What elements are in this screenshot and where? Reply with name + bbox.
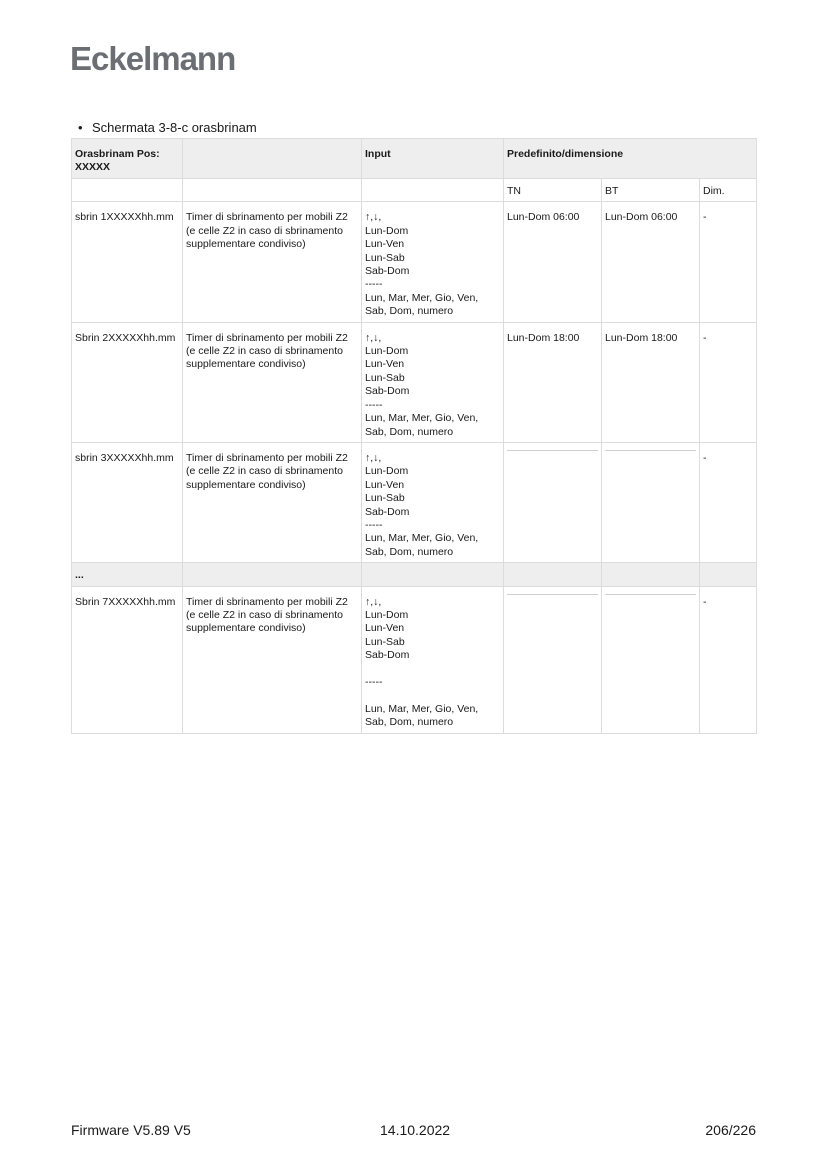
row-description: Timer di sbrinamento per mobili Z2 (e celle Z2 in caso di sbrinamento supplementare condiviso) [183, 202, 362, 322]
row-bt: Lun-Dom 06:00 [602, 202, 700, 322]
subheader-tn: TN [504, 179, 602, 202]
footer-firmware: Firmware V5.89 V5 [71, 1122, 191, 1138]
ellipsis-empty-6 [700, 563, 757, 586]
row-name: Sbrin 2XXXXXhh.mm [72, 322, 183, 442]
ellipsis-empty-4 [504, 563, 602, 586]
bullet-icon: • [78, 120, 83, 135]
row-description: Timer di sbrinamento per mobili Z2 (e celle Z2 in caso di sbrinamento supplementare condiviso) [183, 586, 362, 733]
section-title [78, 120, 257, 135]
table-subheader-row [72, 179, 757, 202]
subheader-empty-2 [183, 179, 362, 202]
row-input: ↑,↓, Lun-Dom Lun-Ven Lun-Sab Sab-Dom ----- Lun, Mar, Mer, Gio, Ven, Sab, Dom, numero [362, 586, 504, 733]
table-row [72, 202, 757, 322]
row-bt [602, 442, 700, 562]
row-input: ↑,↓, Lun-Dom Lun-Ven Lun-Sab Sab-Dom ----- Lun, Mar, Mer, Gio, Ven, Sab, Dom, numero [362, 202, 504, 322]
row-description: Timer di sbrinamento per mobili Z2 (e celle Z2 in caso di sbrinamento supplementare condiviso) [183, 322, 362, 442]
row-input: ↑,↓, Lun-Dom Lun-Ven Lun-Sab Sab-Dom ----- Lun, Mar, Mer, Gio, Ven, Sab, Dom, numero [362, 322, 504, 442]
row-dim: - [700, 322, 757, 442]
empty-field-line [507, 450, 598, 451]
section-title-text: Schermata 3-8-c orasbrinam [92, 120, 257, 135]
row-tn: Lun-Dom 18:00 [504, 322, 602, 442]
empty-field-line [605, 594, 696, 595]
ellipsis-empty-5 [602, 563, 700, 586]
row-name: sbrin 1XXXXXhh.mm [72, 202, 183, 322]
table-ellipsis-row [72, 563, 757, 586]
row-dim: - [700, 442, 757, 562]
row-name: sbrin 3XXXXXhh.mm [72, 442, 183, 562]
row-bt [602, 586, 700, 733]
ellipsis-cell: ... [72, 563, 183, 586]
table-header-row [72, 139, 757, 179]
header-col-name: Orasbrinam Pos: XXXXX [72, 139, 183, 179]
row-description: Timer di sbrinamento per mobili Z2 (e celle Z2 in caso di sbrinamento supplementare condiviso) [183, 442, 362, 562]
empty-field-line [507, 594, 598, 595]
row-tn [504, 586, 602, 733]
row-dim: - [700, 586, 757, 733]
header-col-description [183, 139, 362, 179]
row-tn: Lun-Dom 06:00 [504, 202, 602, 322]
table-row [72, 586, 757, 733]
subheader-empty-1 [72, 179, 183, 202]
row-tn [504, 442, 602, 562]
row-input: ↑,↓, Lun-Dom Lun-Ven Lun-Sab Sab-Dom ----- Lun, Mar, Mer, Gio, Ven, Sab, Dom, numero [362, 442, 504, 562]
ellipsis-empty-2 [183, 563, 362, 586]
table-row [72, 322, 757, 442]
eckelmann-logo: Eckelmann [70, 40, 236, 77]
footer-date: 14.10.2022 [380, 1122, 451, 1138]
row-dim: - [700, 202, 757, 322]
subheader-empty-3 [362, 179, 504, 202]
ellipsis-empty-3 [362, 563, 504, 586]
row-name: Sbrin 7XXXXXhh.mm [72, 586, 183, 733]
row-bt: Lun-Dom 18:00 [602, 322, 700, 442]
header-col-input: Input [362, 139, 504, 179]
subheader-dim: Dim. [700, 179, 757, 202]
footer-page-number: 206/226 [705, 1122, 756, 1138]
table-row [72, 442, 757, 562]
subheader-bt: BT [602, 179, 700, 202]
header-col-default: Predefinito/dimensione [504, 139, 757, 179]
empty-field-line [605, 450, 696, 451]
parameter-table [71, 138, 757, 734]
